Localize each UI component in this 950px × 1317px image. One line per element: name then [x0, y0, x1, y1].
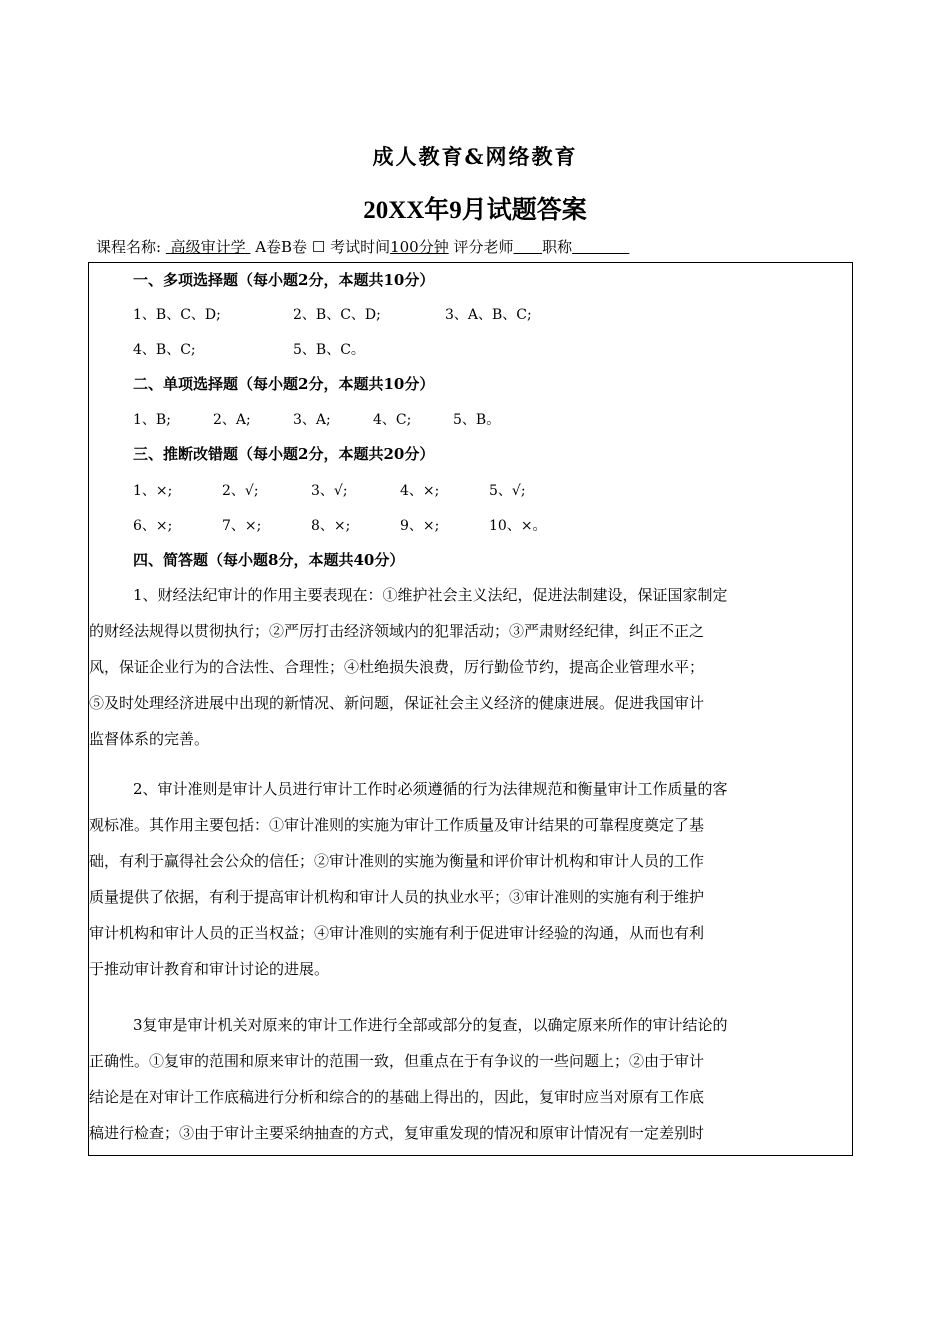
- answer-item: 1、B;: [133, 412, 171, 428]
- course-info-line: [96, 236, 629, 257]
- answer-paragraph-3: [89, 1007, 845, 1151]
- paper-type: A卷B卷 ☐: [255, 238, 326, 256]
- paragraph-line: 风，保证企业行为的合法性、合理性；④杜绝损失浪费，厉行勤俭节约，提高企业管理水平；: [89, 658, 705, 676]
- title-blank: [572, 238, 629, 256]
- answer-box: [88, 262, 853, 1156]
- section-1-heading: 一、多项选择题（每小题2分，本题共10分）: [133, 271, 435, 289]
- answer-item: 10、×。: [489, 518, 547, 534]
- course-label: 课程名称:: [96, 238, 162, 256]
- teacher-label: 评分老师: [453, 238, 514, 256]
- paragraph-line: ⑤及时处理经济进展中出现的新情况、新问题，保证社会主义经济的健康进展。促进我国审计: [89, 694, 705, 712]
- section-3-row-1: [133, 480, 526, 500]
- answer-item: 9、×;: [400, 518, 440, 534]
- answer-item: 2、√;: [222, 483, 259, 499]
- course-name: 高级审计学: [170, 238, 246, 256]
- paragraph-line: 础，有利于赢得社会公众的信任；②审计准则的实施为衡量和评价审计机构和审计人员的工作: [89, 852, 705, 870]
- section-4-heading: 四、简答题（每小题8分，本题共40分）: [133, 551, 405, 569]
- answer-item: 5、√;: [489, 483, 526, 499]
- answer-item: 1、B、C、D;: [133, 307, 221, 323]
- answer-item: 1、×;: [133, 483, 173, 499]
- section-3-heading: 三、推断改错题（每小题2分，本题共20分）: [133, 445, 435, 463]
- section-2-row-1: [133, 409, 500, 429]
- paragraph-line: 观标准。其作用主要包括：①审计准则的实施为审计工作质量及审计结果的可靠程度奠定了基: [89, 816, 705, 834]
- paragraph-line: 正确性。①复审的范围和原来审计的范围一致，但重点在于有争议的一些问题上；②由于审计: [89, 1052, 705, 1070]
- answer-item: 3、A、B、C;: [445, 307, 532, 323]
- answer-item: 3、√;: [311, 483, 348, 499]
- section-1-row-2: [133, 339, 365, 359]
- answer-paragraph-1: [89, 577, 845, 757]
- title-label: 职称: [542, 238, 573, 256]
- answer-item: 2、A;: [213, 412, 251, 428]
- paragraph-line: 的财经法规得以贯彻执行；②严厉打击经济领域内的犯罪活动；③严肃财经纪律，纠正不正之: [89, 622, 705, 640]
- paragraph-line: 质量提供了依据，有利于提高审计机构和审计人员的执业水平；③审计准则的实施有利于维护: [89, 888, 705, 906]
- answer-item: 2、B、C、D;: [293, 307, 381, 323]
- answer-item: 4、C;: [373, 412, 412, 428]
- paragraph-line: 稿进行检查；③由于审计主要采纳抽查的方式，复审重发现的情况和原审计情况有一定差别时: [89, 1124, 705, 1142]
- paragraph-line: 监督体系的完善。: [89, 730, 210, 748]
- section-3-row-2: [133, 515, 547, 535]
- paragraph-line: 1、财经法纪审计的作用主要表现在：①维护社会主义法纪，促进法制建设，保证国家制定: [133, 586, 728, 604]
- paragraph-line: 3复审是审计机关对原来的审计工作进行全部或部分的复查，以确定原来所作的审计结论的: [133, 1016, 728, 1034]
- paragraph-line: 于推动审计教育和审计讨论的进展。: [89, 960, 330, 978]
- answer-item: 7、×;: [222, 518, 262, 534]
- section-2-heading: 二、单项选择题（每小题2分，本题共10分）: [133, 375, 435, 393]
- answer-item: 4、B、C;: [133, 342, 196, 358]
- answer-item: 5、B。: [453, 412, 501, 428]
- answer-item: 6、×;: [133, 518, 173, 534]
- answer-item: 3、A;: [293, 412, 331, 428]
- paragraph-line: 结论是在对审计工作底稿进行分析和综合的的基础上得出的，因此，复审时应当对原有工作底: [89, 1088, 705, 1106]
- teacher-blank: [514, 238, 543, 256]
- answer-item: 8、×;: [311, 518, 351, 534]
- time-label: 考试时间: [330, 238, 391, 256]
- answer-item: 4、×;: [400, 483, 440, 499]
- paragraph-line: 审计机构和审计人员的正当权益；④审计准则的实施有利于促进审计经验的沟通，从而也有利: [89, 924, 705, 942]
- paragraph-line: 2、审计准则是审计人员进行审计工作时必须遵循的行为法律规范和衡量审计工作质量的客: [133, 780, 728, 798]
- time-value: 100分钟: [390, 238, 449, 256]
- answer-item: 5、B、C。: [293, 342, 365, 358]
- answer-paragraph-2: [89, 771, 845, 987]
- org-header: 成人教育&网络教育: [372, 144, 578, 169]
- section-1-row-1: [133, 304, 532, 324]
- page-title: 20XX年9月试题答案: [363, 197, 587, 224]
